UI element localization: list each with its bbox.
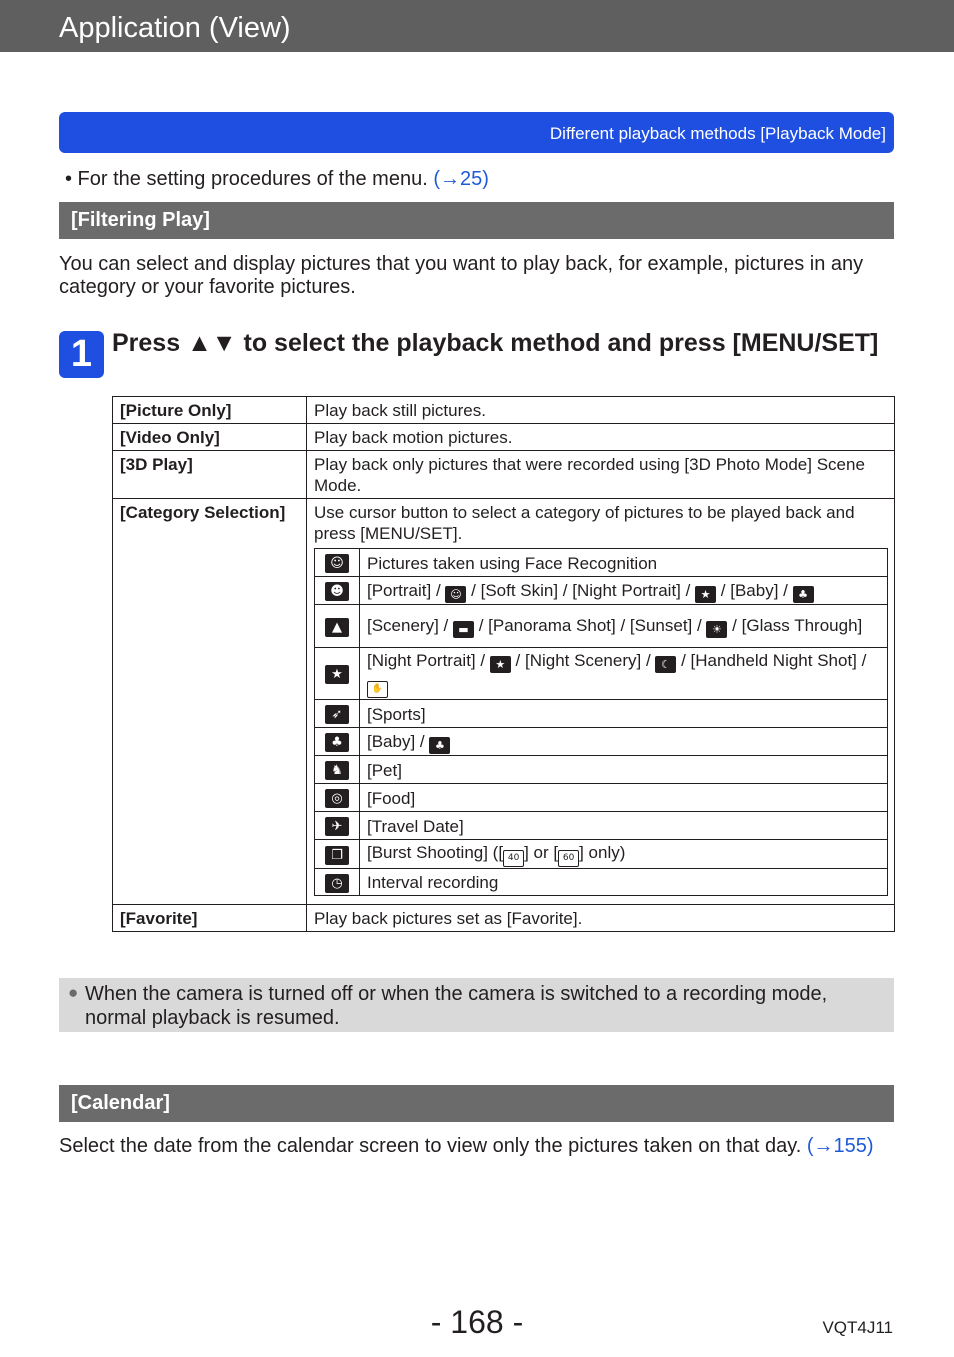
category-text: Interval recording [360, 869, 888, 896]
category-text: Pictures taken using Face Recognition [360, 549, 888, 577]
step-heading-text: Press [112, 329, 188, 357]
category-row [315, 812, 888, 840]
page-number: - 168 - [430, 1304, 524, 1340]
category-text-part: / [Handheld Night Shot] / [676, 651, 867, 670]
category-text [360, 648, 888, 700]
category-row [315, 577, 888, 605]
document-code: VQT4J11 [822, 1318, 893, 1337]
option-description: Play back only pictures that were recorded using [3D Photo Mode] Scene Mode. [307, 451, 895, 499]
mode-banner [59, 112, 894, 153]
option-label: [Category Selection] [113, 499, 307, 905]
section-filtering-play [59, 202, 894, 239]
table-row [113, 905, 895, 932]
mode-banner-text: Different playback methods [Playback Mode] [549, 124, 886, 143]
section-title: [Filtering Play] [71, 209, 210, 231]
category-text: [Pet] [360, 756, 888, 784]
burst-shooting-icon: ❐ [325, 846, 349, 865]
playback-method-table [112, 396, 895, 932]
soft-skin-icon: ☺ [445, 586, 466, 603]
section-title: [Calendar] [71, 1092, 170, 1114]
step-heading-text-2: to select the playback method and press [MENU/SET] [236, 329, 879, 357]
category-text-part: / [Glass Through] [727, 616, 863, 635]
option-description [307, 499, 895, 905]
option-description: Play back motion pictures. [307, 424, 895, 451]
category-text-part: [Portrait] / [367, 580, 446, 600]
table-row [113, 397, 895, 424]
travel-date-icon: ✈ [325, 817, 349, 836]
step-heading [112, 329, 882, 358]
calendar-description: Select the date from the calendar screen to view only the pictures taken on that day. [59, 1135, 807, 1157]
step-number: 1 [70, 333, 93, 375]
category-text: [Sports] [360, 700, 888, 728]
category-text-part: [Night Portrait] / [367, 651, 490, 670]
category-text [360, 577, 888, 605]
scenery-icon: ▲ [325, 618, 349, 637]
option-label: [3D Play] [113, 451, 307, 499]
category-row [315, 756, 888, 784]
category-text [360, 728, 888, 756]
category-description: Use cursor button to select a category of pictures to be played back and press [MENU/SET]. [314, 503, 855, 543]
table-row [113, 451, 895, 499]
category-text-part: / [Baby] / [716, 580, 793, 600]
category-text-part: ] or [ [524, 843, 559, 862]
page-link-25[interactable]: (→25) [433, 168, 489, 190]
burst-40-icon: 40 [503, 850, 524, 867]
menu-note [65, 168, 489, 191]
table-row [113, 424, 895, 451]
option-description: Play back pictures set as [Favorite]. [307, 905, 895, 932]
category-text-part: [Baby] / [367, 731, 430, 751]
up-down-arrows-icon: ▲▼ [187, 329, 237, 357]
category-text [360, 605, 888, 648]
option-description: Play back still pictures. [307, 397, 895, 424]
category-row [315, 784, 888, 812]
info-note [59, 978, 894, 1032]
category-text-part: / [Night Scenery] / [510, 651, 656, 670]
step-badge [59, 331, 104, 378]
panorama-icon: ▬ [453, 621, 474, 638]
category-text: [Food] [360, 784, 888, 812]
interval-recording-icon: ◷ [325, 874, 349, 893]
night-scenery-icon: ★ [325, 665, 349, 684]
portrait-icon: ☻ [325, 582, 349, 601]
option-label: [Video Only] [113, 424, 307, 451]
category-text-part: ] only) [579, 843, 626, 862]
info-note-text: When the camera is turned off or when the camera is switched to a recording mode, normal playback is resumed. [85, 983, 828, 1029]
sports-icon: ➶ [325, 705, 349, 724]
title-bar [0, 0, 954, 52]
baby-2-icon: ♣ [429, 737, 450, 754]
category-table [314, 548, 888, 896]
bullet-icon: ● [68, 983, 79, 1002]
food-icon: ◎ [325, 789, 349, 808]
category-text-part: [Scenery] / [367, 616, 453, 635]
category-row [315, 648, 888, 700]
night-scenery-icon: ☾ [655, 656, 676, 673]
table-row [113, 499, 895, 905]
handheld-night-shot-icon: ✋ [367, 681, 388, 698]
section-calendar [59, 1085, 894, 1122]
page-link-155[interactable]: (→155) [806, 1135, 874, 1157]
category-row [315, 869, 888, 896]
page-title: Application (View) [59, 12, 291, 44]
category-row [315, 840, 888, 869]
night-portrait-icon: ★ [695, 586, 716, 603]
category-text-part: / [Soft Skin] / [Night Portrait] / [466, 580, 696, 600]
category-text: [Travel Date] [360, 812, 888, 840]
category-row [315, 549, 888, 577]
category-row [315, 700, 888, 728]
category-row [315, 728, 888, 756]
burst-60-icon: 60 [558, 850, 579, 867]
face-recognition-icon: ☺ [325, 554, 349, 573]
sunset-icon: ☀ [706, 621, 727, 638]
baby-icon: ♣ [793, 586, 814, 603]
calendar-text [59, 1135, 894, 1158]
category-text-part: / [Panorama Shot] / [Sunset] / [473, 616, 707, 635]
category-row [315, 605, 888, 648]
filtering-intro: You can select and display pictures that you want to play back, for example, pictures in any category or your favorite pictures. [59, 253, 864, 298]
option-label: [Picture Only] [113, 397, 307, 424]
night-portrait-icon: ★ [490, 656, 511, 673]
category-text-part: [Burst Shooting] ([ [367, 843, 504, 862]
baby-icon: ♣ [325, 733, 349, 752]
option-label: [Favorite] [113, 905, 307, 932]
menu-note-text: • For the setting procedures of the menu. [65, 168, 434, 190]
pet-icon: ♞ [325, 761, 349, 780]
category-text [360, 840, 888, 869]
